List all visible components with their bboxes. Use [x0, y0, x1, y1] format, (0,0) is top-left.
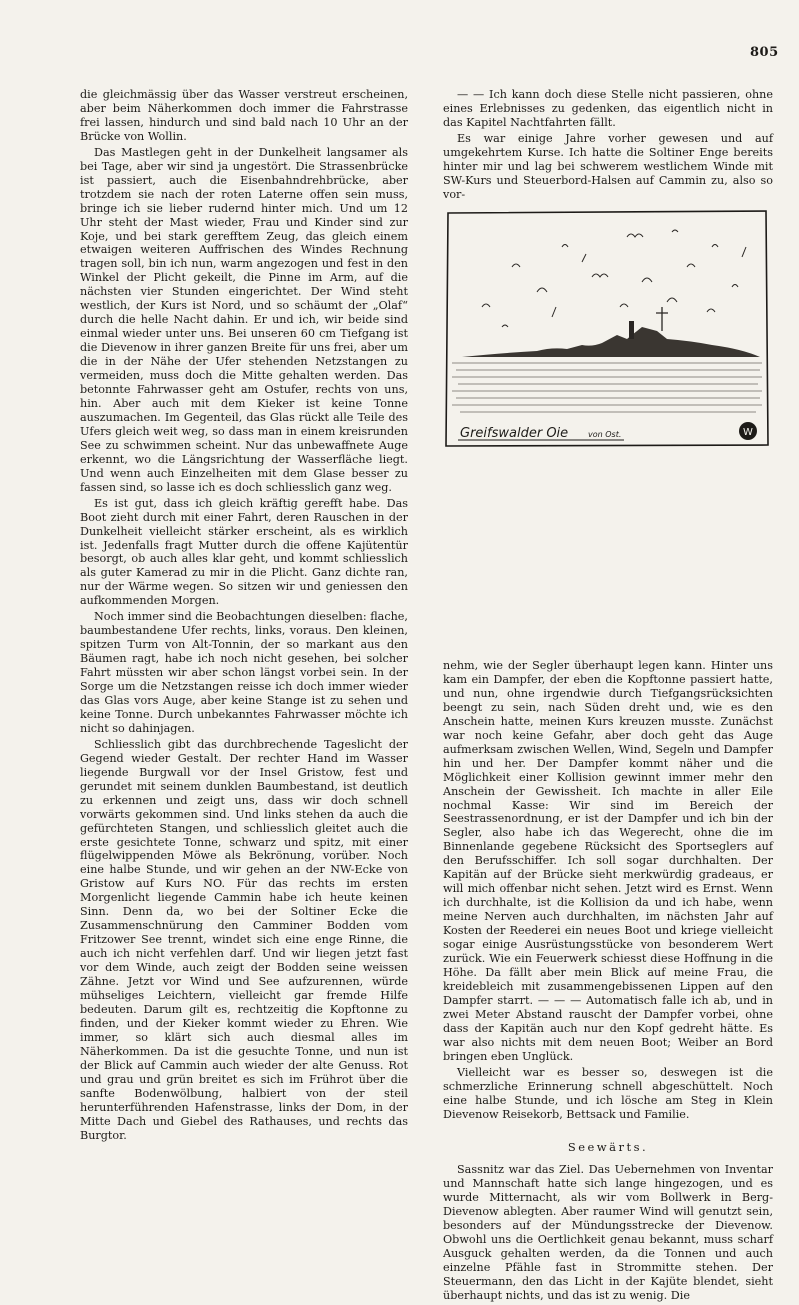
right-column-bottom — [443, 659, 773, 1305]
paragraph: Es ist gut, dass ich gleich kräftig gerefft habe. Das Boot zieht durch mit einer Fahrt, deren Rauschen in der Dunkelheit vielleicht stärker erscheint, als es wirklich ist. Jedenfalls fragt Mutter durch die offene Kajütentür besorgt, ob auch alles klar geht, und kommt schliesslich als guter Kamerad zu mir in die Plicht. Ganz dichte ran, nur der Wärme wegen. So sitzen wir und geniessen den aufkommenden Morgen. — [80, 496, 408, 608]
paragraph: — — Ich kann doch diese Stelle nicht passieren, ohne eines Erlebnisses zu gedenken, das eigentlich nicht in das Kapitel Nachtfahrten fällt. — [443, 88, 773, 129]
paragraph: Das Mastlegen geht in der Dunkelheit langsamer als bei Tage, aber wir sind ja ungestört. Die Strassenbrücke ist passiert, auch die Eisenbahndrehbrücke, aber trotzdem sie nach der roten Laterne offen sein muss, bringe ich sie lieber rudernd hinter mich. Und um 12 Uhr steht der Mast wieder, Frau und Kinder sind zur Koje, und bei stark gerefftem Zeug, das gleich einem etwaigen weiteren Auffrischen des Windes Rechnung tragen soll, bin ich nun, warm angezogen und fest in den Winkel der Plicht gekeilt, die Pinne im Arm, auf die nächsten vier Stunden eingerichtet. Der Wind steht westlich, der Kurs ist Nord, und so schäumt der „Olaf“ durch die helle Nacht dahin. Er und ich, wir beide sind einmal wieder unter uns. Bei unseren 60 cm Tiefgang ist die Dievenow in ihrer ganzen Breite für uns frei, aber um die in der Nähe der Ufer stehenden Netzstangen zu vermeiden, muss doch die Mitte gehalten werden. Das betonnte Fahrwasser geht am Ostufer, rechts von uns, hin. Aber auch mit dem Kieker ist keine Tonne auszumachen. Im Gegenteil, das Glas rückt alle Teile des Ufers gleich weit weg, so dass man in einem kreisrunden See zu schwimmen scheint. Nur das unbewaffnete Auge erkennt, wo die Längsrichtung der Wasserfläche liegt. Und wenn auch Einzelheiten mit dem Glase besser zu fassen sind, so lasse ich es doch schliesslich ganz weg. — [80, 145, 408, 494]
paragraph: die gleichmässig über das Wasser verstreut erscheinen, aber beim Näherkommen doch immer die Fahrstrasse frei lassen, hindurch und sind bald nach 10 Uhr an der Brücke von Wollin. — [80, 88, 408, 143]
paragraph: Es war einige Jahre vorher gewesen und auf umgekehrtem Kurse. Ich hatte die Soltiner Enge bereits hinter mir und lag bei schwerem westlichem Winde mit SW-Kurs und Steuerbord-Halsen auf Cammin zu, also so vor- — [443, 131, 773, 201]
section-heading: Seewärts. — [567, 1140, 649, 1155]
left-column — [80, 88, 408, 1144]
figure-caption: Greifswalder Oie — [460, 426, 569, 441]
sketch-drawing — [442, 207, 772, 450]
monogram-letter: W — [743, 427, 753, 438]
paragraph: Noch immer sind die Beobachtungen dieselben: flache, baumbestandene Ufer rechts, links, voraus. Den kleinen, spitzen Turm von Alt-Tonnin, der so markant aus den Bäumen ragt, habe ich noch nicht gesehen, bei solcher Fahrt müssten wir aber schon längst vorbei sein. In der Sorge um die Netzstangen reisse ich doch immer wieder das Glas vors Auge, aber keine Stange ist zu sehen und keine Tonne. Durch unbekanntes Fahrwasser möchte ich nicht so dahinjagen. — [80, 610, 408, 735]
illustration-greifswalder-oie — [442, 207, 772, 450]
paragraph: nehm, wie der Segler überhaupt legen kann. Hinter uns kam ein Dampfer, der eben die Kopftonne passiert hatte, und nun, ohne irgendwie durch Tiefgangsrücksichten beengt zu sein, nach Süden dreht und, wie es den Anschein hatte, meinen Kurs kreuzen musste. Zunächst war noch keine Gefahr, aber doch geht das Auge aufmerksam zwischen Wellen, Wind, Segeln und Dampfer hin und her. Der Dampfer kommt näher und die Möglichkeit einer Kollision gewinnt immer mehr den Anschein der Gewissheit. Ich machte in aller Eile nochmal Kasse: Wir sind im Bereich der Seestrassenordnung, er ist der Dampfer und ich bin der Segler, also habe ich das Wegerecht, ohne die im Binnenlande gegebene Rücksicht des Sportseglers auf den Berufsschiffer. Ich soll sogar durchhalten. Der Kapitän auf der Brücke sieht merkwürdig gradeaus, er will mich offenbar nicht sehen. Jetzt wird es Ernst. Wenn ich durchhalte, ist die Kollision da und ich habe, wenn meine Nerven auch durchhalten, im nächsten Jahr auf Kosten der Reederei ein neues Boot und kriege vielleicht sogar einige Ausrüstungsstücke von besonderem Wert zurück. Wie ein Feuerwerk schiesst diese Hoffnung in die Höhe. Da fällt aber mein Blick auf meine Frau, die kreidebleich mit zusammengebissenen Lippen auf den Dampfer starrt. — — — Automatisch falle ich ab, und in zwei Meter Abstand rauscht der Dampfer vorbei, ohne dass der Kapitän auch nur den Kopf gedreht hätte. Es war also nichts mit dem neuen Boot; Weiber an Bord bringen eben Unglück. — [443, 659, 773, 1063]
paragraph: Schliesslich gibt das durchbrechende Tageslicht der Gegend wieder Gestalt. Der rechter Hand im Wasser liegende Burgwall vor der Insel Gristow, fest und gerundet mit seinem dunklen Baumbestand, ist deutlich zu erkennen und zeigt uns, dass wir doch schnell vorwärts gekommen sind. Und links stehen da auch die gefürchteten Stangen, und schliesslich gleitet auch die erste gesichtete Tonne, schwarz und spitz, mit einer flügelwippenden Möwe als Bekrönung, vorüber. Noch eine halbe Stunde, und wir gehen an der NW-Ecke von Gristow auf Kurs NO. Für das rechts im ersten Morgenlicht liegende Cammin habe ich heute keinen Sinn. Denn da, wo bei der Soltiner Ecke die Zusammenschnürung den Camminer Bodden vom Fritzower See trennt, windet sich eine enge Rinne, die auch ich nicht verfehlen darf. Und wir liegen jetzt fast vor dem Winde, auch zeigt der Bodden seine weissen Zähne. Jetzt vor Wind und See aufzurennen, würde mühseliges Leichtern, vielleicht gar fremde Hilfe bedeuten. Darum gilt es, rechtzeitig die Kopftonne zu finden, und der Kieker kommt wieder zu Ehren. Wie immer, so klärt sich auch diesmal alles im Näherkommen. Da ist die gesuchte Tonne, und nun ist der Blick auf Cammin auch wieder der alte Genuss. Rot und grau und grün breitet es sich im Frührot über die sanfte Bodenwölbung, halbiert von der steil herunterführenden Hafenstrasse, links der Dom, in der Mitte Dach und Giebel des Rathauses, und rechts das Burgtor. — [80, 737, 408, 1142]
figure-caption-small: von Ost. — [588, 430, 622, 439]
paragraph: Vielleicht war es besser so, deswegen ist die schmerzliche Erinnerung schnell abgeschüttelt. Noch eine halbe Stunde, und ich lösche am Steg in Klein Dievenow Reisekorb, Bettsack und Familie. — [443, 1065, 773, 1121]
right-column-top — [443, 88, 773, 204]
paragraph: Sassnitz war das Ziel. Das Uebernehmen von Inventar und Mannschaft hatte sich lange hingezogen, und es wurde Mitternacht, als wir vom Bollwerk in Berg-Dievenow ablegten. Aber raumer Wind will genutzt sein, besonders auf der Mündungsstrecke der Dievenow. Obwohl uns die Oertlichkeit genau bekannt, muss scharf Ausguck gehalten werden, da die Tonnen und auch einzelne Pfähle fast in Strommitte stehen. Der Steuermann, den das Licht in der Kajüte blendet, sieht überhaupt nichts, und das ist zu wenig. Die — [443, 1163, 773, 1302]
page-number: 805 — [750, 45, 779, 60]
